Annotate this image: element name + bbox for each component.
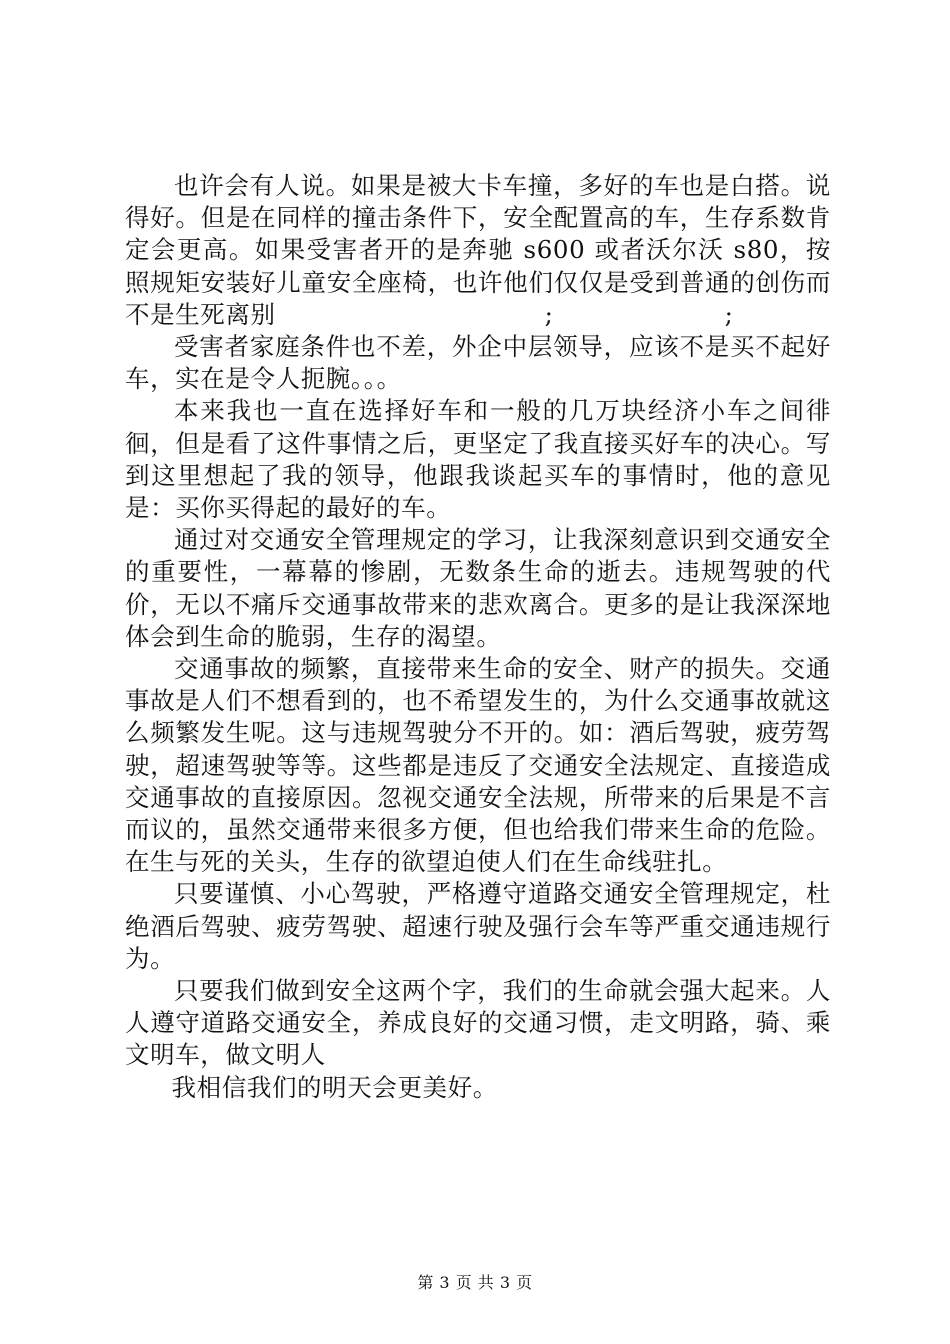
document-body xyxy=(125,170,831,1104)
paragraph-1-marks xyxy=(276,299,734,331)
semicolon-mark-2: ; xyxy=(724,299,734,329)
semicolon-mark-1: ; xyxy=(544,299,554,329)
paragraph-4: 通过对交通安全管理规定的学习，让我深刻意识到交通安全的重要性，一幕幕的惨剧，无数条生命的逝去。违规驾驶的代价，无以不痛斥交通事故带来的悲欢离合。更多的是让我深深地体会到生命的脆弱，生存的渴望。 xyxy=(125,525,831,651)
paragraph-6: 只要谨慎、小心驾驶，严格遵守道路交通安全管理规定，杜绝酒后驾驶、疲劳驾驶、超速行驶及强行会车等严重交通违规行为。 xyxy=(125,879,831,973)
page-footer xyxy=(0,1270,950,1293)
paragraph-1 xyxy=(125,170,831,331)
paragraph-2: 受害者家庭条件也不差，外企中层领导，应该不是买不起好车，实在是令人扼腕。。。 xyxy=(125,332,831,394)
paragraph-7: 只要我们做到安全这两个字，我们的生命就会强大起来。人人遵守道路交通安全，养成良好的交通习惯，走文明路，骑、乘文明车，做文明人 xyxy=(125,976,831,1070)
paragraph-8: 我相信我们的明天会更美好。 xyxy=(171,1072,498,1102)
page-number-label: 第 3 页 共 3 页 xyxy=(417,1273,533,1292)
paragraph-5: 交通事故的频繁，直接带来生命的安全、财产的损失。交通事故是人们不想看到的，也不希望发生的，为什么交通事故就这么频繁发生呢。这与违规驾驶分不开的。如：酒后驾驶，疲劳驾驶，超速驾驶等等。这些都是违反了交通安全法规定、直接造成交通事故的直接原因。忽视交通安全法规，所带来的后果是不言而议的，虽然交通带来很多方便，但也给我们带来生命的危险。在生与死的关头，生存的欲望迫使人们在生命线驻扎。 xyxy=(125,654,831,877)
paragraph-3: 本来我也一直在选择好车和一般的几万块经济小车之间徘徊，但是看了这件事情之后，更坚定了我直接买好车的决心。写到这里想起了我的领导，他跟我谈起买车的事情时，他的意见是：买你买得起的最好的车。 xyxy=(125,396,831,523)
paragraph-1-text: 也许会有人说。如果是被大卡车撞，多好的车也是白搭。说得好。但是在同样的撞击条件下，安全配置高的车，生存系数肯定会更高。如果受害者开的是奔驰 s600 或者沃尔沃 s80，按照规矩安装好儿童安全座椅，也许他们仅仅是受到普通的创伤而不是生死离别 xyxy=(125,171,831,329)
